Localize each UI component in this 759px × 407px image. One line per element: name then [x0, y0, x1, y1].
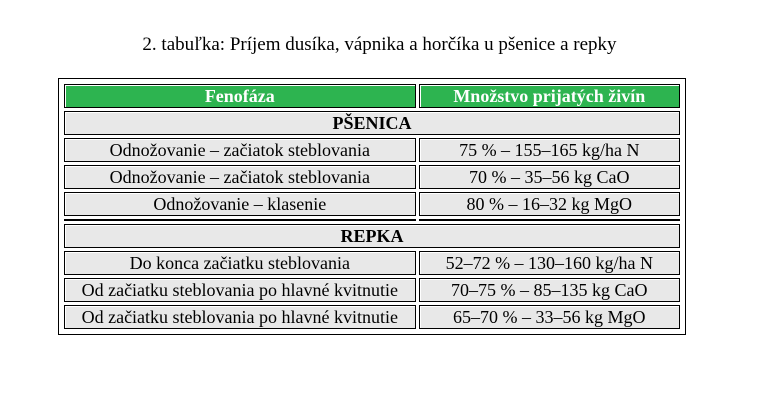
amount-cell: 80 % – 16–32 kg MgO	[419, 192, 680, 216]
spacer-row	[64, 219, 680, 221]
header-row	[64, 84, 680, 108]
spacer-cell	[419, 219, 680, 221]
spacer-cell	[64, 219, 416, 221]
amount-cell: 75 % – 155–165 kg/ha N	[419, 138, 680, 162]
phase-cell: Od začiatku steblovania po hlavné kvitnutie	[64, 278, 416, 302]
phase-cell: Od začiatku steblovania po hlavné kvitnutie	[64, 305, 416, 329]
header-fenofaza: Fenofáza	[64, 84, 416, 108]
nutrient-table-frame	[58, 78, 686, 335]
nutrient-table	[61, 81, 683, 332]
phase-cell: Odnožovanie – klasenie	[64, 192, 416, 216]
table-row	[64, 165, 680, 189]
section-row-repka	[64, 224, 680, 248]
section-title: REPKA	[64, 224, 680, 248]
section-title: PŠENICA	[64, 111, 680, 135]
amount-cell: 70–75 % – 85–135 kg CaO	[419, 278, 680, 302]
table-row	[64, 138, 680, 162]
header-mnozstvo: Množstvo prijatých živín	[419, 84, 680, 108]
section-row-psenica	[64, 111, 680, 135]
table-row	[64, 251, 680, 275]
phase-cell: Odnožovanie – začiatok steblovania	[64, 138, 416, 162]
phase-cell: Odnožovanie – začiatok steblovania	[64, 165, 416, 189]
table-caption: 2. tabuľka: Príjem dusíka, vápnika a horčíka u pšenice a repky	[142, 34, 617, 55]
table-row	[64, 278, 680, 302]
table-row	[64, 305, 680, 329]
table-row	[64, 192, 680, 216]
amount-cell: 70 % – 35–56 kg CaO	[419, 165, 680, 189]
amount-cell: 52–72 % – 130–160 kg/ha N	[419, 251, 680, 275]
amount-cell: 65–70 % – 33–56 kg MgO	[419, 305, 680, 329]
phase-cell: Do konca začiatku steblovania	[64, 251, 416, 275]
